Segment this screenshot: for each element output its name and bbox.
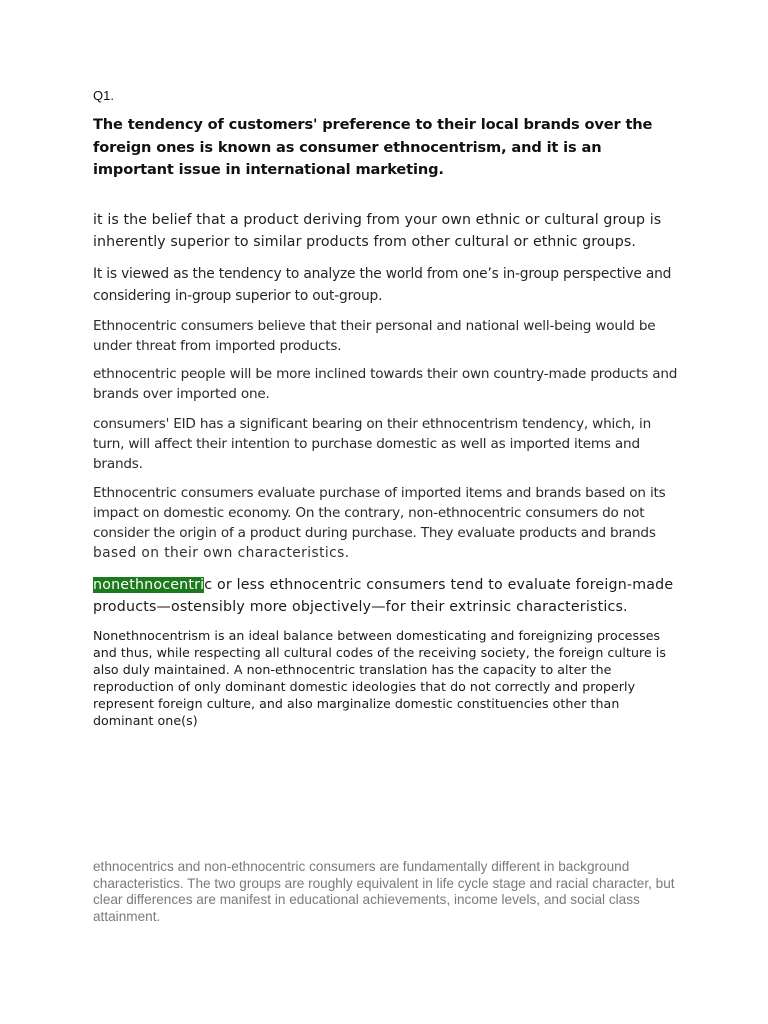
background-paragraph: ethnocentrics and non-ethnocentric consumers are fundamentally different in background characteristics. The two groups are roughly equivalent in life cycle stage and racial character, but clear differences are manifest in educational achievements, income levels, and social class attainment.: [93, 859, 675, 924]
evaluate-main-text: Ethnocentric consumers evaluate purchase of imported items and brands based on its impact on domestic economy. On the contrary, non-ethnocentric consumers do not consider the origin of a product during purchase. They evaluate products and brands: [93, 485, 666, 541]
document-page: [93, 0, 678, 1024]
evaluate-paragraph: [93, 483, 678, 563]
belief-paragraph: it is the belief that a product deriving from your own ethnic or cultural group is inherently superior to similar products from other cultural or ethnic groups.: [93, 212, 662, 250]
balance-paragraph: Nonethnocentrism is an ideal balance between domesticating and foreignizing processes and thus, while respecting all cultural codes of the receiving society, the foreign culture is also duly maintained. A non-ethnocentric translation has the capacity to alter the reproduction of only dominant domestic ideologies that do not correctly and properly represent foreign culture, and also marginalize domestic constituencies other than dominant one(s): [93, 628, 666, 728]
highlighted-term: nonethnocentri: [93, 577, 205, 593]
intro-paragraph: The tendency of customers' preference to their local brands over the foreign ones is known as consumer ethnocentrism, and it is an important issue in international marketing.: [93, 116, 653, 178]
inclined-paragraph: ethnocentric people will be more inclined towards their own country-made products and brands over imported one.: [93, 366, 678, 402]
nonethnocentric-rest-text: c or less ethnocentric consumers tend to evaluate foreign-made products—ostensibly more objectively—for their extrinsic characteristics.: [93, 577, 674, 615]
evaluate-tail-text: based on their own characteristics.: [93, 545, 350, 561]
question-heading: Q1.: [93, 88, 114, 103]
well-being-paragraph: Ethnocentric consumers believe that their personal and national well-being would be under threat from imported products.: [93, 318, 656, 354]
nonethnocentric-paragraph: [93, 574, 678, 618]
in-group-paragraph: It is viewed as the tendency to analyze the world from one’s in-group perspective and considering in-group superior to out-group.: [93, 266, 672, 304]
eid-paragraph: consumers' EID has a significant bearing on their ethnocentrism tendency, which, in turn, will affect their intention to purchase domestic as well as imported items and brands.: [93, 416, 651, 472]
